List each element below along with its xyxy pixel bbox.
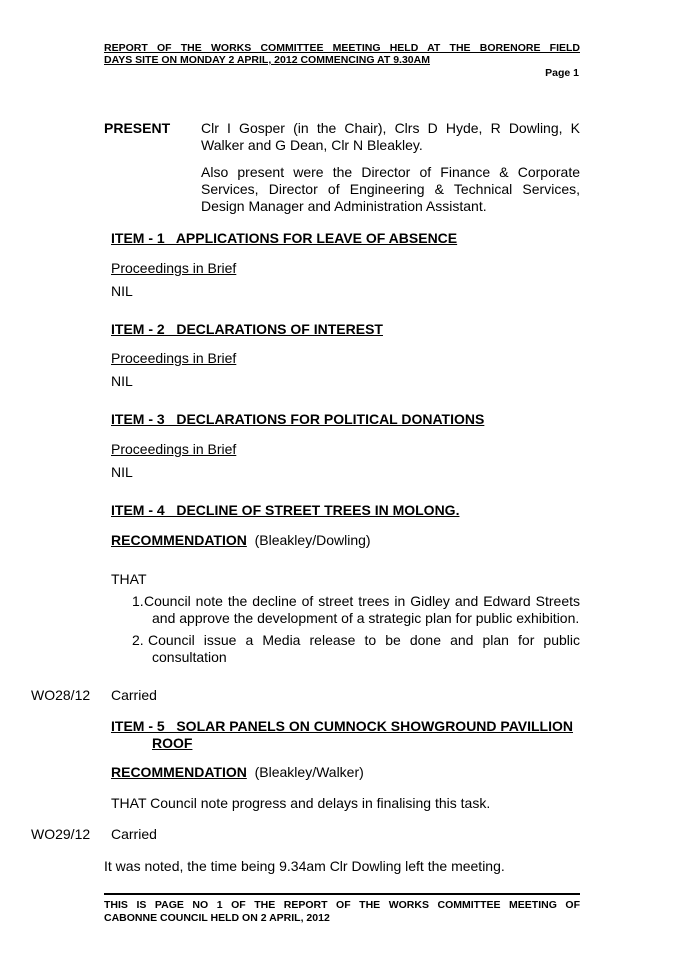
item-4-point-2-line2: consultation bbox=[152, 649, 227, 665]
item-4-point-1 bbox=[144, 593, 580, 610]
item-4-point-1-number: 1. bbox=[132, 593, 144, 609]
item-1-body: NIL bbox=[111, 283, 133, 299]
meeting-note: It was noted, the time being 9.34am Clr Dowling left the meeting. bbox=[104, 858, 505, 874]
present-attendees: Clr I Gosper (in the Chair), Clrs D Hyde, R Dowling, K Walker and G Dean, Clr N Bleakley. bbox=[201, 120, 580, 153]
item-4-title: ITEM - 4 DECLINE OF STREET TREES IN MOLONG. bbox=[111, 502, 460, 518]
item-4-recommendation bbox=[111, 532, 371, 549]
page-footer-line2: CABONNE COUNCIL HELD ON 2 APRIL, 2012 bbox=[104, 912, 330, 924]
report-header-line1: REPORT OF THE WORKS COMMITTEE MEETING HELD AT THE BORENORE FIELD bbox=[104, 42, 580, 54]
present-label: PRESENT bbox=[104, 120, 171, 136]
item-3-proceedings: Proceedings in Brief bbox=[111, 441, 237, 457]
report-header bbox=[104, 42, 580, 66]
item-4-point-2-number: 2. bbox=[132, 632, 144, 648]
footer-rule bbox=[104, 893, 580, 895]
item-5-recommendation-movers: (Bleakley/Walker) bbox=[254, 764, 364, 780]
item-1-proceedings: Proceedings in Brief bbox=[111, 260, 237, 276]
item-3-title: ITEM - 3 DECLARATIONS FOR POLITICAL DONATIONS bbox=[111, 411, 485, 427]
item-3-body: NIL bbox=[111, 464, 133, 480]
report-header-line2: DAYS SITE ON MONDAY 2 APRIL, 2012 COMMENCING AT 9.30AM bbox=[104, 54, 430, 66]
item-5-title-line1: ITEM - 5 SOLAR PANELS ON CUMNOCK SHOWGROUND PAVILLION bbox=[111, 718, 573, 734]
item-4-point-1-line1: Council note the decline of street trees in Gidley and Edward Streets bbox=[144, 593, 580, 609]
item-2-body: NIL bbox=[111, 373, 133, 389]
item-5-result: Carried bbox=[111, 826, 157, 842]
item-5-body: THAT Council note progress and delays in finalising this task. bbox=[111, 795, 491, 811]
item-4-point-1-line2: and approve the development of a strategic plan for public exhibition. bbox=[152, 610, 580, 626]
page-number: Page 1 bbox=[545, 67, 579, 79]
page-footer bbox=[104, 899, 580, 925]
item-2-proceedings: Proceedings in Brief bbox=[111, 350, 237, 366]
item-4-recommendation-label: RECOMMENDATION bbox=[111, 532, 247, 548]
item-5-recommendation-label: RECOMMENDATION bbox=[111, 764, 247, 780]
item-4-result: Carried bbox=[111, 687, 157, 703]
present-also: Also present were the Director of Finance & Corporate Services, Director of Engineering & Technical Services, Design Manager and Administration Assistant. bbox=[201, 164, 580, 214]
item-5-title-line2: ROOF bbox=[152, 735, 193, 751]
item-4-recommendation-movers: (Bleakley/Dowling) bbox=[254, 532, 371, 548]
resolution-number-wo28: WO28/12 bbox=[31, 687, 91, 703]
item-1-title: ITEM - 1 APPLICATIONS FOR LEAVE OF ABSENCE bbox=[111, 230, 458, 246]
item-4-that: THAT bbox=[111, 571, 147, 587]
resolution-number-wo29: WO29/12 bbox=[31, 826, 91, 842]
item-2-title: ITEM - 2 DECLARATIONS OF INTEREST bbox=[111, 321, 383, 337]
item-4-point-2-line1: Council issue a Media release to be done and plan for public bbox=[148, 632, 580, 648]
page-footer-line1: THIS IS PAGE NO 1 OF THE REPORT OF THE WORKS COMMITTEE MEETING OF bbox=[104, 899, 580, 911]
item-5-recommendation bbox=[111, 764, 364, 781]
